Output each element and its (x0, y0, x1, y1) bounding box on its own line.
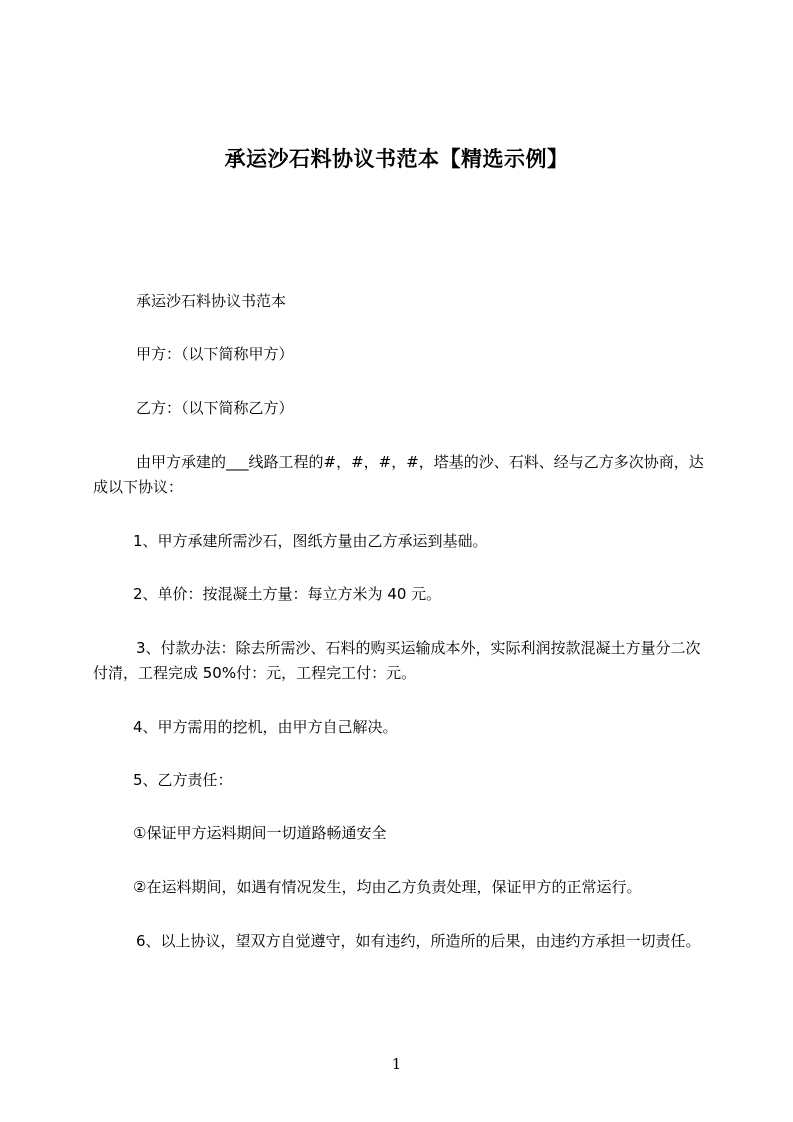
paragraph-subtitle: 承运沙石料协议书范本 (136, 292, 287, 310)
paragraph-clause-5-item-1: ①保证甲方运料期间一切道路畅通安全 (133, 824, 387, 842)
paragraph-clause-5-item-2: ②在运料期间，如遇有情况发生，均由乙方负责处理，保证甲方的正常运行。 (133, 878, 642, 896)
page-number: 1 (391, 1055, 402, 1073)
paragraph-clause-1: 1、甲方承建所需沙石，图纸方量由乙方承运到基础。 (133, 532, 488, 550)
paragraph-party-b: 乙方：（以下简称乙方） (136, 399, 294, 417)
document-title: 承运沙石料协议书范本【精选示例】 (224, 147, 569, 171)
paragraph-clause-4: 4、甲方需用的挖机，由甲方自己解决。 (133, 718, 398, 736)
paragraph-party-a: 甲方：（以下简称甲方） (136, 345, 294, 363)
paragraph-clause-5: 5、乙方责任： (133, 771, 233, 789)
paragraph-preamble: 由甲方承建的___线路工程的#，#，#，#，塔基的沙、石料、经与乙方多次协商，达成以下协议： (93, 453, 704, 496)
paragraph-clause-3: 3、付款办法：除去所需沙、石料的购买运输成本外，实际利润按款混凝土方量分二次付清，工程完成 50%付：元，工程完工付：元。 (93, 639, 701, 682)
paragraph-clause-2: 2、单价：按混凝土方量：每立方米为 40 元。 (133, 585, 442, 603)
paragraph-clause-6: 6、以上协议，望双方自觉遵守，如有违约，所造所的后果，由违约方承担一切责任。 (136, 932, 701, 950)
